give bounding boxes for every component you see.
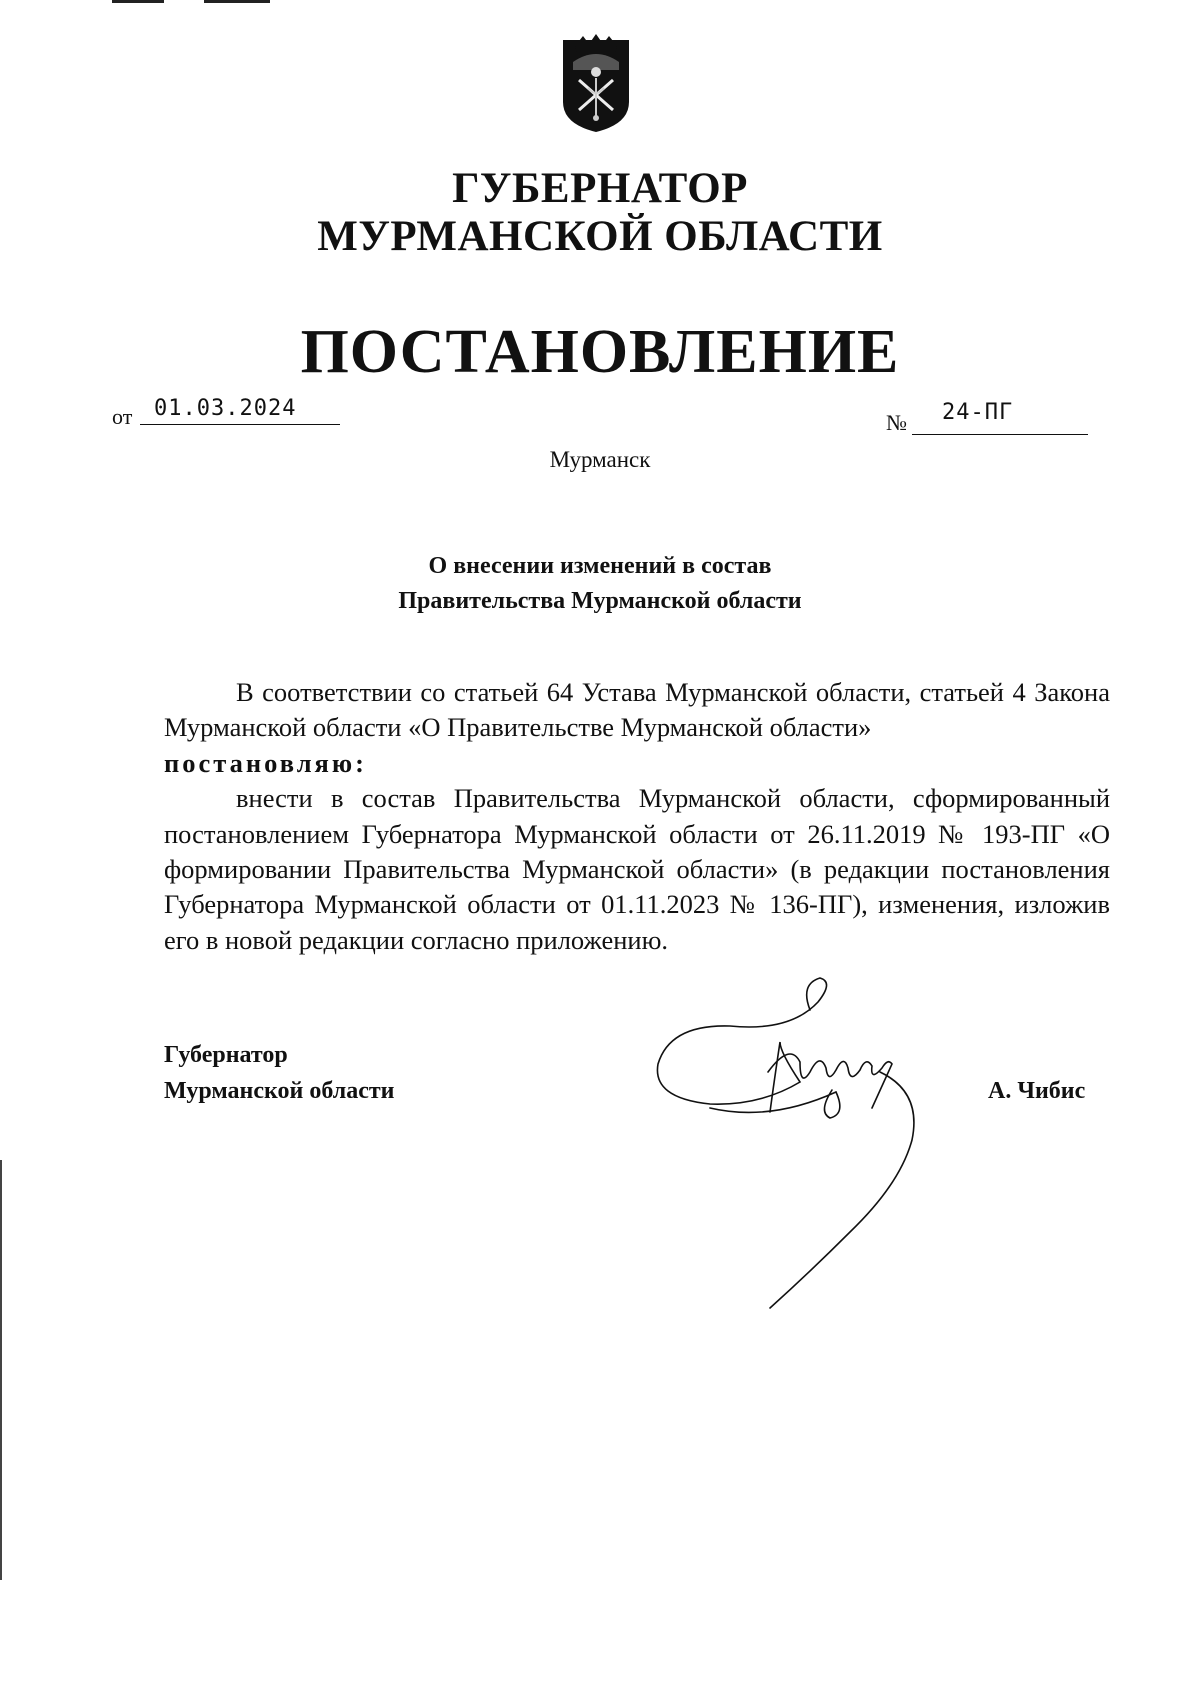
body-paragraph-1: В соответствии со статьей 64 Устава Мурманской области, статьей 4 Закона Мурманской области «О Правительстве Мурманской области» bbox=[164, 677, 1110, 743]
signatory-name: А. Чибис bbox=[988, 1078, 1086, 1104]
signatory-post bbox=[164, 1037, 394, 1109]
date-underline bbox=[140, 424, 340, 425]
city-name: Мурманск bbox=[549, 447, 651, 472]
number-value: 24-ПГ bbox=[942, 400, 1014, 425]
scan-mark-top-mid bbox=[204, 0, 270, 3]
body-paragraph-2: внести в состав Правительства Мурманской области, сформированный постановлением Губернатора Мурманской области от 26.11.2019 № 193-ПГ «О формировании Правительства Мурманской области» (в редакции постановления Губернатора Мурманской области от 01.11.2023 № 136-ПГ), изменения, изложив его в новой редакции согласно приложению. bbox=[164, 783, 1110, 955]
date-value: 01.03.2024 bbox=[154, 396, 297, 421]
coat-of-arms-emblem bbox=[561, 32, 631, 134]
signatory-post-line2: Мурманской области bbox=[164, 1078, 395, 1104]
document-subject bbox=[0, 549, 1200, 619]
issuer-title-line2: МУРМАНСКОЙ ОБЛАСТИ bbox=[317, 213, 883, 260]
document-body bbox=[164, 675, 1110, 958]
handwritten-signature bbox=[650, 972, 950, 1312]
date-label: от bbox=[112, 404, 133, 429]
signatory-post-line1: Губернатор bbox=[164, 1042, 288, 1068]
subject-line1: О внесении изменений в состав bbox=[428, 553, 772, 579]
scan-mark-top-left bbox=[112, 0, 164, 3]
issuer-title-line1: ГУБЕРНАТОР bbox=[452, 165, 748, 212]
document-type-title: ПОСТАНОВЛЕНИЕ bbox=[300, 318, 900, 386]
scan-mark-left-edge bbox=[0, 1160, 2, 1580]
number-label: № bbox=[886, 410, 907, 435]
resolve-word: постановляю: bbox=[164, 747, 367, 778]
subject-line2: Правительства Мурманской области bbox=[398, 588, 802, 614]
number-underline bbox=[912, 434, 1088, 435]
